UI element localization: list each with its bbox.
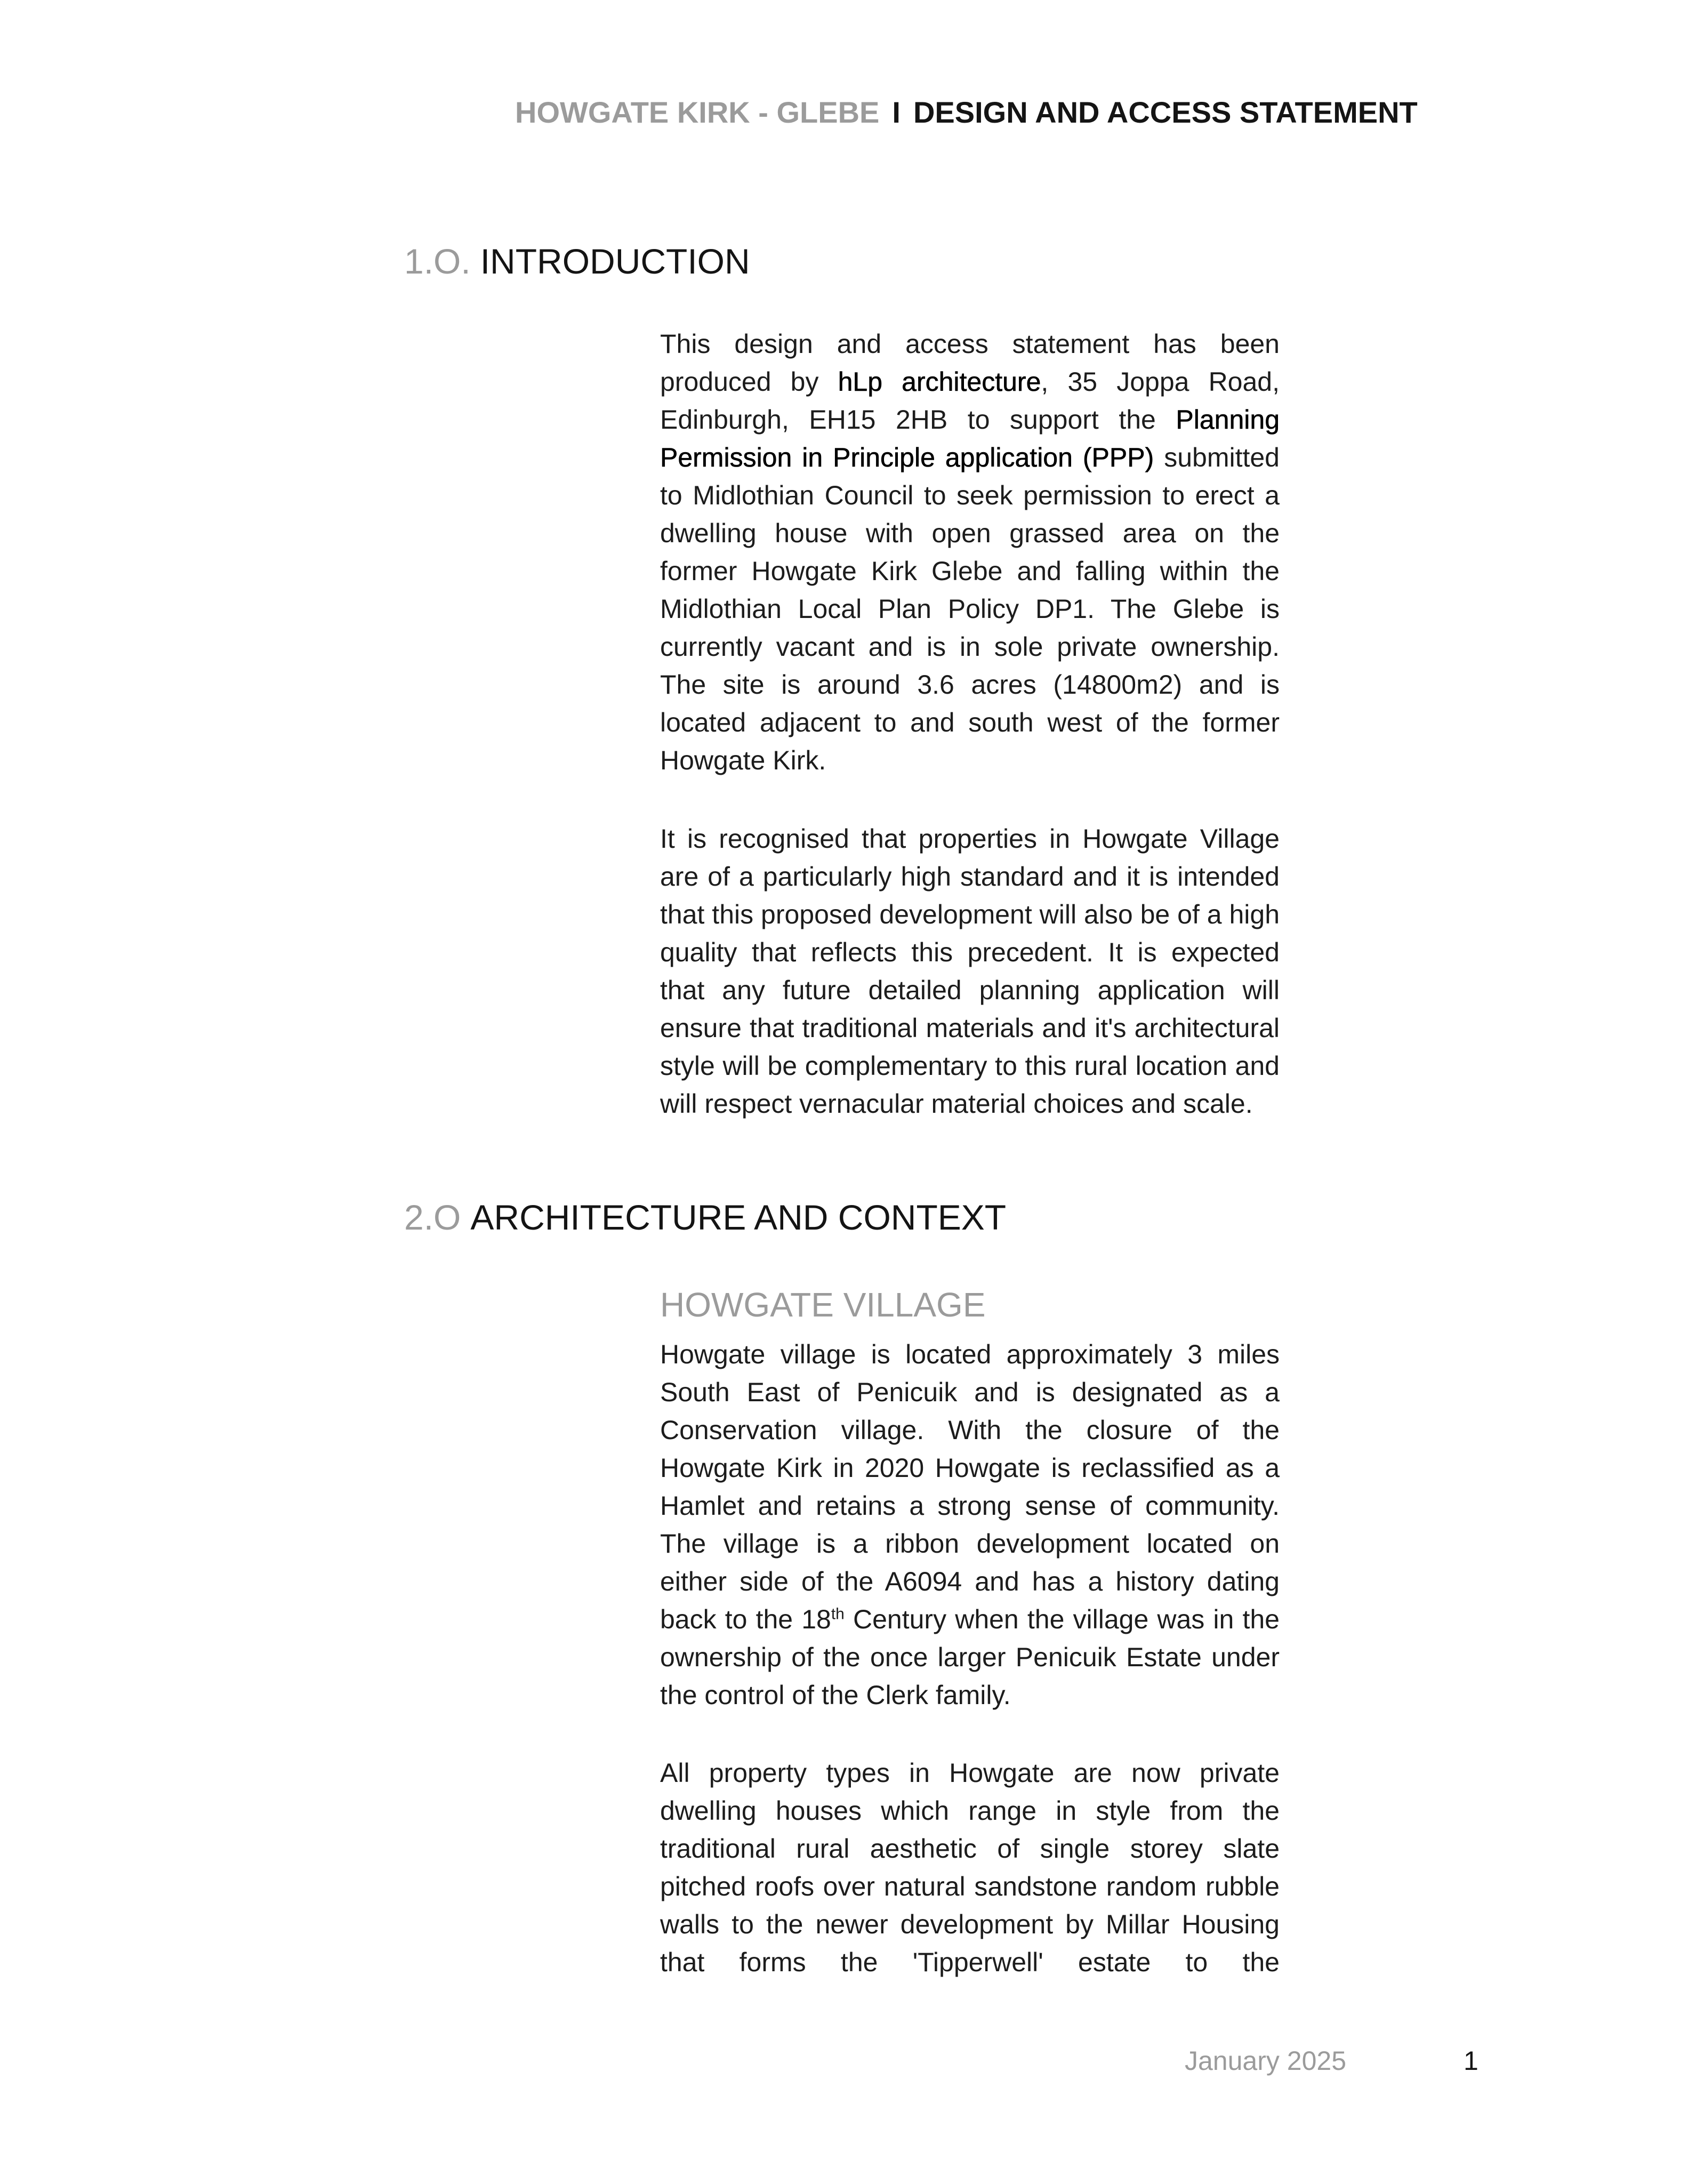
section-1-paragraph-1: This design and access statement has been produced by hLp architecture, 35 Joppa Road, Edinburgh, EH15 2HB to support the Planning Permission in Principle application (PPP) submitted to Midlothian Council to seek permission to erect a dwelling house with open grassed area on the former Howgate Kirk Glebe and falling within the Midlothian Local Plan Policy DP1. The Glebe is currently vacant and is in sole private ownership. The site is around 3.6 acres (14800m2) and is located adjacent to and south west of the former Howgate Kirk. xyxy=(660,329,1280,775)
section-1-body xyxy=(660,325,1280,780)
section-2-title: ARCHITECTURE AND CONTEXT xyxy=(470,1198,1007,1237)
header-document-title: DESIGN AND ACCESS STATEMENT xyxy=(913,95,1418,129)
section-2-body-2 xyxy=(660,1754,1280,1981)
application-type: Planning Permission in Principle application (PPP) xyxy=(660,405,1280,472)
section-2-paragraph-1: Howgate village is located approximately 3 miles South East of Penicuik and is designated as a Conservation village. With the closure of the Howgate Kirk in 2020 Howgate is reclassified as a Hamlet and retains a strong sense of community. The village is a ribbon development located on either side of the A6094 and has a history dating back to the 18th Century when the village was in the ownership of the once larger Penicuik Estate under the control of the Clerk family. xyxy=(660,1339,1280,1710)
section-2-heading xyxy=(404,1197,1006,1238)
header-separator: I xyxy=(892,95,901,129)
section-2-number: 2.O xyxy=(404,1198,461,1237)
section-1-heading xyxy=(404,241,750,282)
ordinal-suffix: th xyxy=(831,1605,845,1623)
firm-name: hLp architecture xyxy=(838,367,1041,397)
header-project-title: HOWGATE KIRK - GLEBE xyxy=(515,95,880,129)
section-1-number: 1.O. xyxy=(404,242,471,281)
section-2-body xyxy=(660,1336,1280,1714)
section-2-subheading: HOWGATE VILLAGE xyxy=(660,1286,986,1324)
section-1-title: INTRODUCTION xyxy=(480,242,750,281)
document-header xyxy=(515,95,1418,130)
page-number: 1 xyxy=(1464,2046,1478,2076)
section-1-paragraph-2: It is recognised that properties in Howgate Village are of a particularly high standard and it is intended that this proposed development will also be of a high quality that reflects this precedent. It is expected that any future detailed planning application will ensure that traditional materials and it's architectural style will be complementary to this rural location and will respect vernacular material choices and scale. xyxy=(660,824,1280,1119)
section-1-body-2 xyxy=(660,820,1280,1123)
footer-date: January 2025 xyxy=(1185,2046,1347,2076)
section-2-paragraph-2: All property types in Howgate are now private dwelling houses which range in style from the traditional rural aesthetic of single storey slate pitched roofs over natural sandstone random rubble walls to the newer development by Millar Housing that forms the 'Tipperwell' estate to the xyxy=(660,1758,1280,1977)
